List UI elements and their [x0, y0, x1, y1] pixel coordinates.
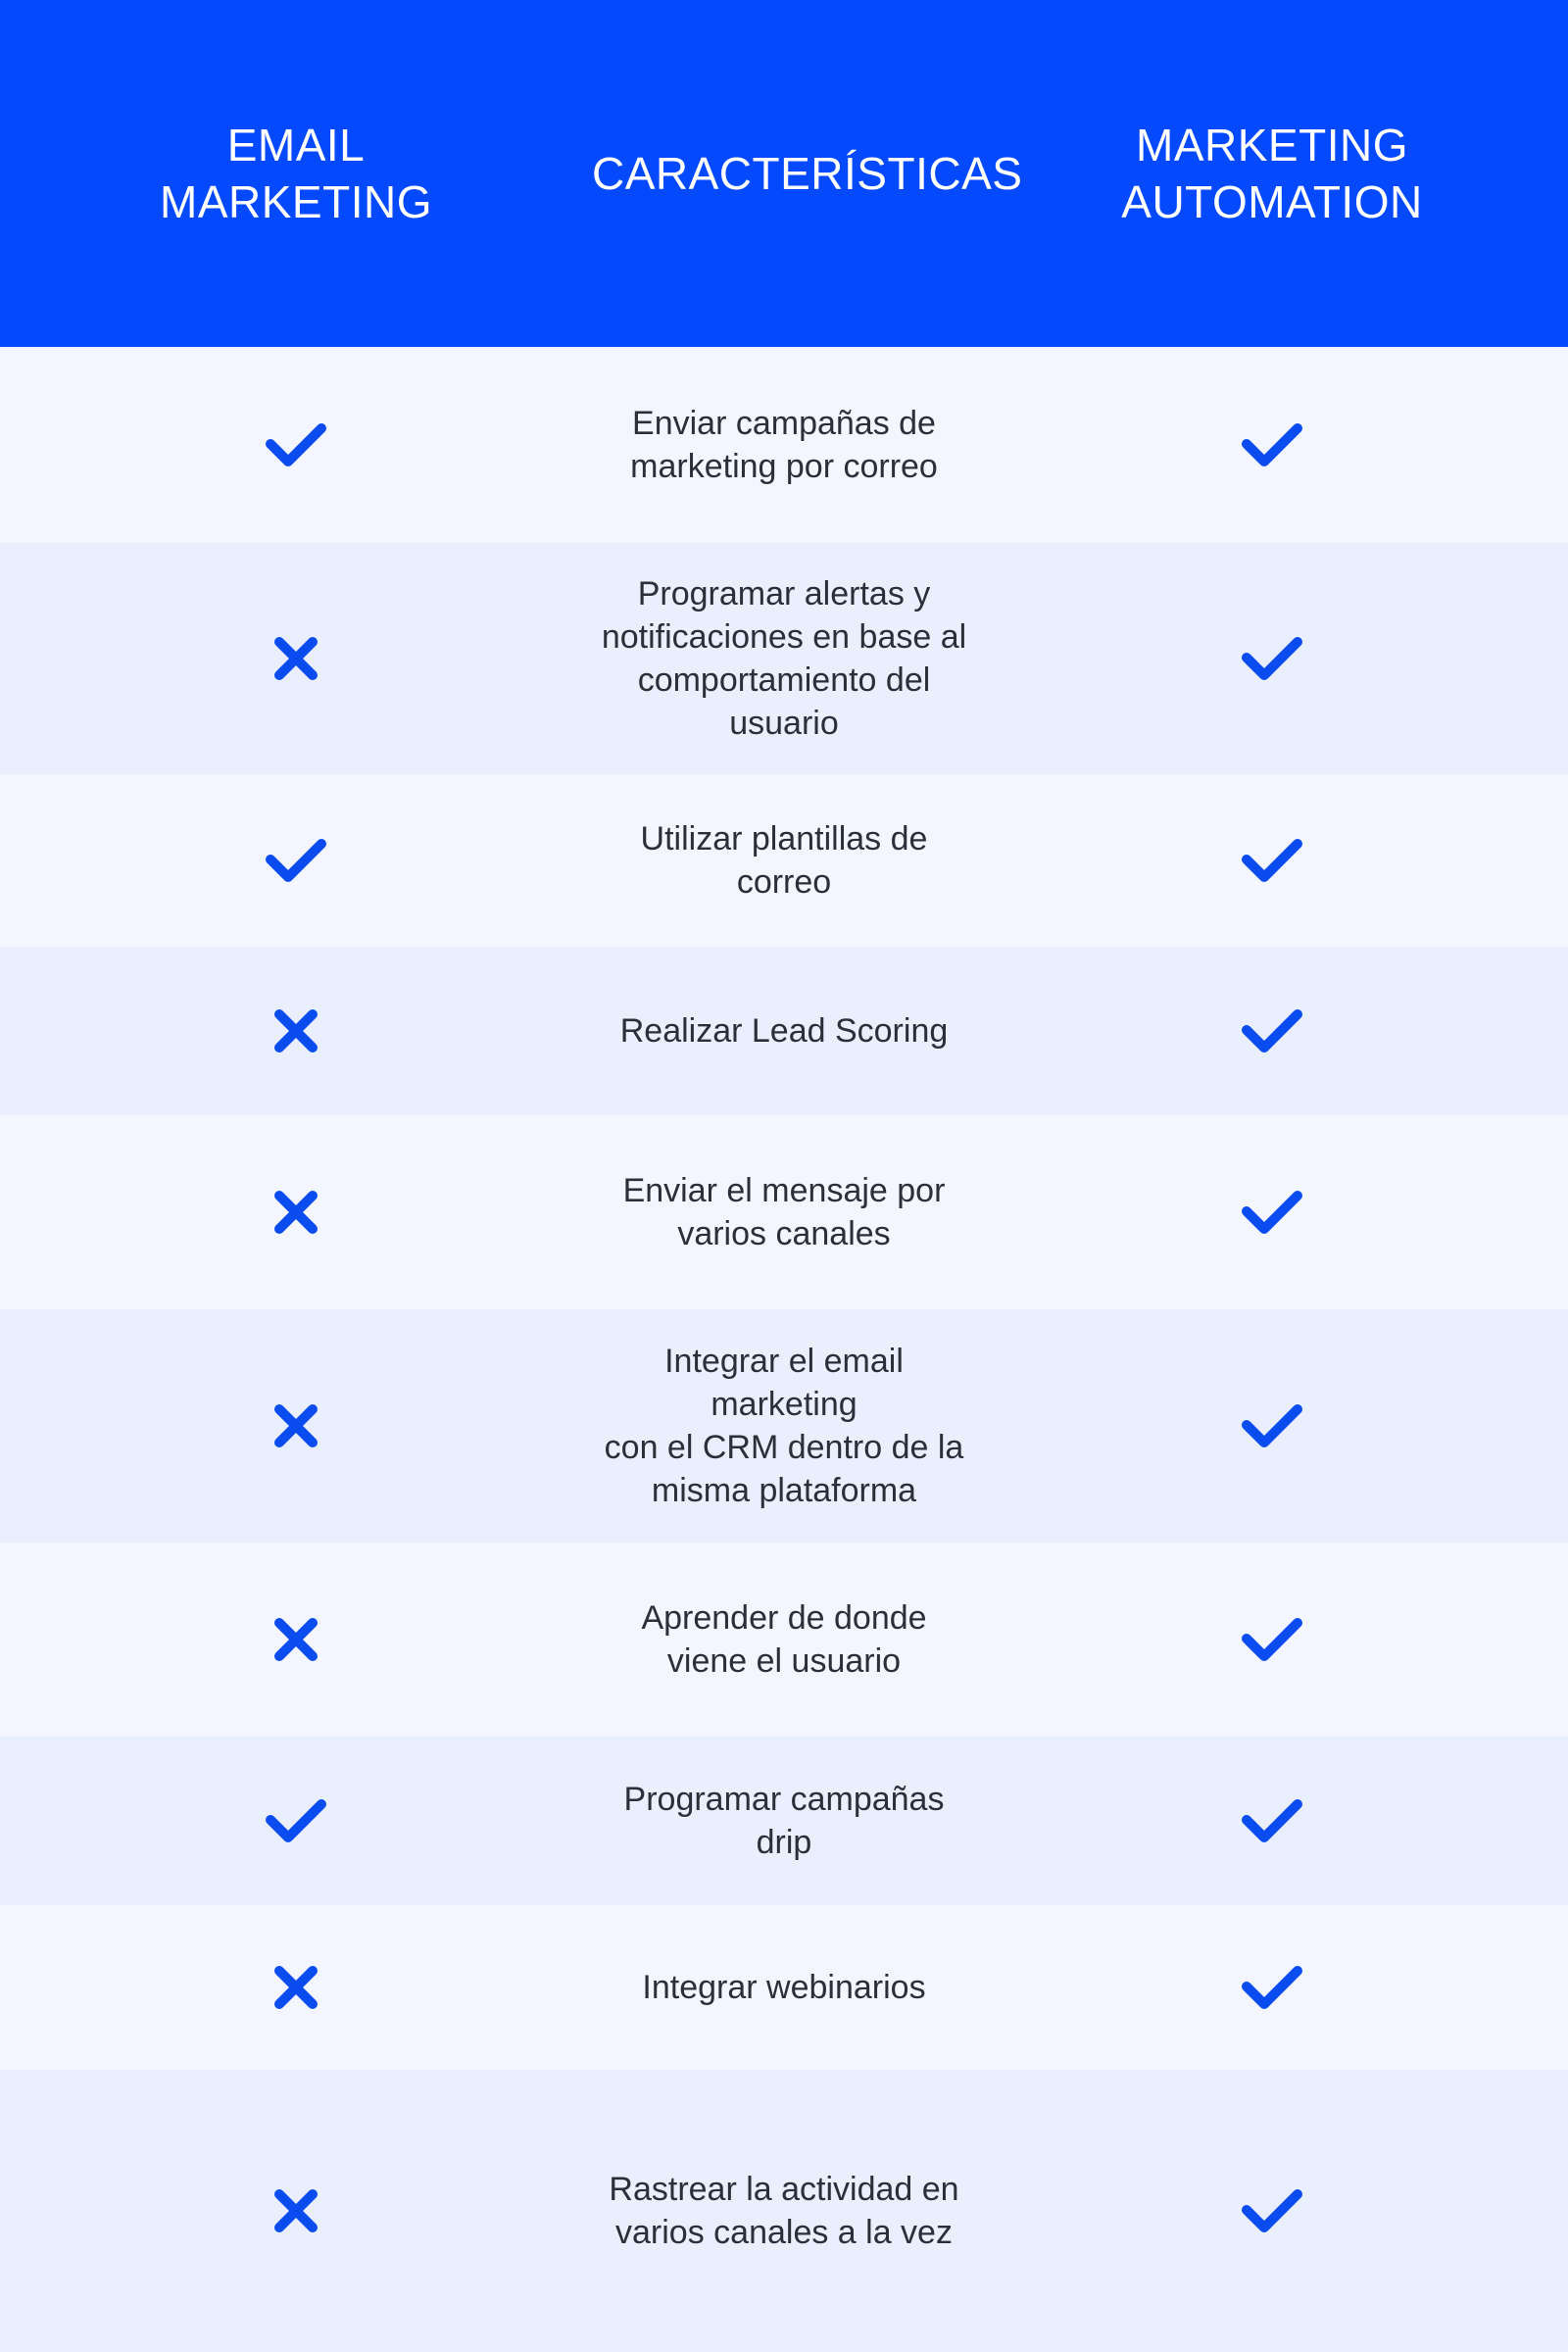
- check-icon: [1241, 836, 1303, 885]
- cross-icon: [273, 636, 318, 681]
- feature-label: Rastrear la actividad en varios canales a la vez: [609, 2171, 959, 2251]
- table-row: [0, 2070, 1568, 2352]
- table-row: [0, 1737, 1568, 1905]
- email-marketing-cell: [0, 1403, 592, 1448]
- marketing-automation-cell: [976, 1796, 1568, 1845]
- table-row: [0, 947, 1568, 1115]
- table-row: [0, 1543, 1568, 1737]
- email-marketing-cell: [0, 1008, 592, 1054]
- feature-label: Programar alertas y notificaciones en base al comportamiento del usuario: [601, 575, 967, 742]
- header-marketing-automation: MARKETING AUTOMATION: [1121, 120, 1423, 227]
- feature-label: Enviar campañas de marketing por correo: [630, 405, 938, 485]
- feature-label: Integrar el email marketing con el CRM dentro de la misma plataforma: [604, 1343, 964, 1509]
- email-marketing-cell: [0, 836, 592, 885]
- feature-label: Aprender de donde viene el usuario: [641, 1599, 927, 1680]
- marketing-automation-cell: [976, 2186, 1568, 2235]
- cross-icon: [273, 1403, 318, 1448]
- table-row: [0, 347, 1568, 543]
- email-marketing-cell: [0, 1617, 592, 1662]
- cross-icon: [273, 1965, 318, 2010]
- marketing-automation-cell: [976, 420, 1568, 469]
- marketing-automation-cell: [976, 1615, 1568, 1664]
- email-marketing-cell: [0, 1796, 592, 1845]
- feature-label: Integrar webinarios: [642, 1969, 926, 2006]
- check-icon: [1241, 420, 1303, 469]
- feature-label: Utilizar plantillas de correo: [640, 820, 928, 901]
- check-icon: [1241, 1188, 1303, 1237]
- marketing-automation-cell: [976, 1963, 1568, 2012]
- cross-icon: [273, 1190, 318, 1235]
- email-marketing-cell: [0, 636, 592, 681]
- email-marketing-cell: [0, 1965, 592, 2010]
- header-email-marketing: EMAIL MARKETING: [160, 120, 432, 227]
- feature-label: Programar campañas drip: [623, 1781, 945, 1861]
- email-marketing-cell: [0, 420, 592, 469]
- check-icon: [1241, 1401, 1303, 1450]
- table-row: [0, 1115, 1568, 1309]
- check-icon: [1241, 2186, 1303, 2235]
- cross-icon: [273, 1008, 318, 1054]
- table-header: [0, 0, 1568, 347]
- table-row: [0, 774, 1568, 947]
- marketing-automation-cell: [976, 1006, 1568, 1055]
- comparison-table: [0, 347, 1568, 2352]
- check-icon: [1241, 1615, 1303, 1664]
- table-row: [0, 1309, 1568, 1543]
- check-icon: [1241, 1963, 1303, 2012]
- marketing-automation-cell: [976, 1401, 1568, 1450]
- feature-label: Realizar Lead Scoring: [619, 1012, 949, 1050]
- email-marketing-cell: [0, 2188, 592, 2233]
- header-caracteristicas: CARACTERÍSTICAS: [592, 148, 1023, 199]
- feature-label: Enviar el mensaje por varios canales: [622, 1172, 946, 1252]
- check-icon: [1241, 1796, 1303, 1845]
- email-marketing-cell: [0, 1190, 592, 1235]
- check-icon: [265, 420, 327, 469]
- table-row: [0, 1905, 1568, 2070]
- check-icon: [1241, 634, 1303, 683]
- cross-icon: [273, 1617, 318, 1662]
- marketing-automation-cell: [976, 634, 1568, 683]
- table-row: [0, 543, 1568, 774]
- marketing-automation-cell: [976, 1188, 1568, 1237]
- check-icon: [1241, 1006, 1303, 1055]
- marketing-automation-cell: [976, 836, 1568, 885]
- check-icon: [265, 836, 327, 885]
- check-icon: [265, 1796, 327, 1845]
- cross-icon: [273, 2188, 318, 2233]
